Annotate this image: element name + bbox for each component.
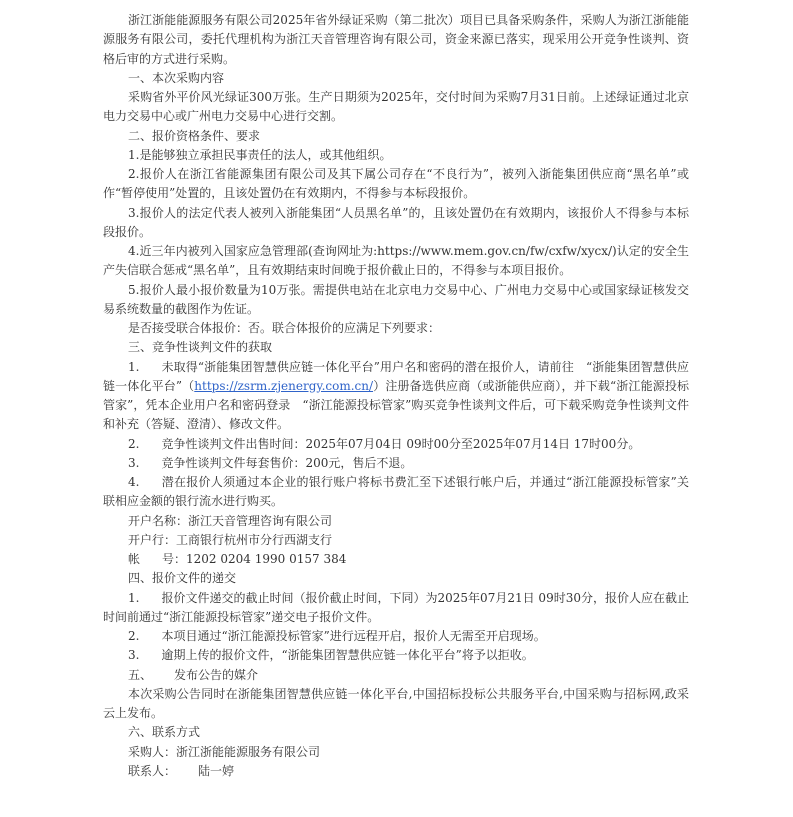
section-2-item-3: 3.报价人的法定代表人被列入浙能集团“人员黑名单”的，且该处置仍在有效期内，该报价人不得参与本标段报价。 bbox=[103, 205, 689, 239]
item-text: 本项目通过“浙江能源投标管家”进行远程开启，报价人无需至开启现场。 bbox=[161, 629, 546, 643]
item-number: 3. bbox=[128, 648, 140, 663]
section-3-item-1 bbox=[103, 358, 689, 435]
item-text-pre: 未取得“浙能集团智慧供应链一体化平台”用户名和密码的潜在报价人，请前往 “浙能集团智慧供应链一体化平台”（ bbox=[103, 359, 689, 393]
section-3-item-3 bbox=[103, 454, 689, 473]
section-4-heading: 四、报价文件的递交 bbox=[128, 571, 237, 586]
section-5-body: 本次采购公告同时在浙能集团智慧供应链一体化平台,中国招标投标公共服务平台,中国采购与招标网,政采云上发布。 bbox=[103, 686, 689, 720]
item-number: 4. bbox=[128, 475, 140, 489]
section-3-item-4 bbox=[103, 473, 689, 512]
heading-text: 发布公告的媒介 bbox=[174, 667, 259, 682]
contact-label: 联系人： bbox=[128, 763, 177, 778]
account-number-label-suffix: 号： bbox=[162, 552, 187, 566]
section-2-item-1: 1.是能够独立承担民事责任的法人，或其他组织。 bbox=[128, 147, 392, 162]
section-4-item-2 bbox=[103, 627, 689, 646]
section-4-item-3 bbox=[103, 646, 689, 665]
item-number: 1. bbox=[128, 590, 140, 605]
account-number-value: 1202 0204 1990 0157 384 bbox=[186, 552, 347, 566]
item-text: 竞争性谈判文件出售时间：2025年07月04日 09时00分至2025年07月14日 17时00分。 bbox=[161, 436, 641, 451]
section-5-heading bbox=[103, 666, 689, 685]
account-name-label: 开户名称： bbox=[128, 513, 189, 528]
contact-line bbox=[103, 762, 689, 781]
account-name-line bbox=[103, 512, 689, 531]
item-text-post: ）注册备选供应商（或浙能供应商），并下载“浙江能源投标管家”，凭本企业用户名和密码登录 “浙江能源投标管家”购买竞争性谈判文件后，可下载采购竞争性谈判文件和补充（答疑、澄清）、修改文件。 bbox=[103, 378, 689, 432]
bank-value: 工商银行杭州市分行西湖支行 bbox=[176, 532, 333, 547]
section-3-heading: 三、竞争性谈判文件的获取 bbox=[128, 340, 273, 355]
section-2-item-2: 2.报价人在浙江省能源集团有限公司及其下属公司存在“不良行为”，被列入浙能集团供应商“黑名单”或作“暂停使用”处置的，且该处置仍在有效期内，不得参与本标段报价。 bbox=[103, 167, 689, 201]
account-number-line bbox=[103, 550, 689, 569]
section-6-heading: 六、联系方式 bbox=[128, 725, 201, 740]
section-1-heading: 一、本次采购内容 bbox=[128, 70, 225, 85]
section-1-body: 采购省外平价风光绿证300万张。生产日期须为2025年，交付时间为采购7月31日前。上述绿证通过北京电力交易中心或广州电力交易中心进行交割。 bbox=[103, 90, 689, 124]
item-number: 3. bbox=[128, 455, 140, 470]
consortium-note: 是否接受联合体报价：否。联合体报价的应满足下列要求： bbox=[128, 321, 441, 335]
account-name-value: 浙江天音管理咨询有限公司 bbox=[188, 513, 333, 528]
buyer-line bbox=[103, 743, 689, 762]
heading-number: 五、 bbox=[128, 667, 153, 682]
section-2-item-4: 4.近三年内被列入国家应急管理部(查询网址为:https://www.mem.gov.cn/fw/cxfw/xycx/)认定的安全生产失信联合惩戒“黑名单”，且有效期结束时间晚于报价截止日的，不得参与本项目报价。 bbox=[103, 244, 689, 278]
section-3-item-2 bbox=[103, 435, 689, 454]
intro-paragraph: 浙江浙能能源服务有限公司2025年省外绿证采购（第二批次）项目已具备采购条件，采购人为浙江浙能能源服务有限公司，委托代理机构为浙江天音管理咨询有限公司，资金来源已落实，现采用公开竞争性谈判、资格后审的方式进行采购。 bbox=[103, 13, 689, 66]
section-2-heading: 二、报价资格条件、要求 bbox=[128, 128, 261, 143]
item-text: 竞争性谈判文件每套售价：200元，售后不退。 bbox=[161, 455, 413, 470]
bank-label: 开户行： bbox=[128, 532, 177, 547]
item-text: 报价文件递交的截止时间（报价截止时间，下同）为2025年07月21日 09时30分，报价人应在截止时间前通过“浙江能源投标管家”递交电子报价文件。 bbox=[103, 590, 689, 624]
section-2-item-5: 5.报价人最小报价数量为10万张。需提供电站在北京电力交易中心、广州电力交易中心或国家绿证核发交易系统数量的截图作为佐证。 bbox=[103, 282, 689, 316]
account-number-label: 帐 bbox=[128, 552, 141, 566]
platform-link[interactable]: https://zsrm.zjenergy.com.cn/ bbox=[194, 378, 374, 393]
contact-value: 陆一婷 bbox=[198, 763, 235, 778]
section-4-item-1 bbox=[103, 589, 689, 628]
item-text: 逾期上传的报价文件，“浙能集团智慧供应链一体化平台”将予以拒收。 bbox=[161, 648, 534, 663]
bank-line bbox=[103, 531, 689, 550]
item-number: 2. bbox=[128, 629, 140, 643]
buyer-value: 浙江浙能能源服务有限公司 bbox=[176, 744, 321, 759]
item-number: 2. bbox=[128, 436, 140, 451]
item-text: 潜在报价人须通过本企业的银行账户将标书费汇至下述银行帐户后，并通过“浙江能源投标管家”关联相应金额的银行流水进行购买。 bbox=[103, 475, 689, 509]
buyer-label: 采购人： bbox=[128, 744, 177, 759]
item-number: 1. bbox=[128, 359, 140, 374]
